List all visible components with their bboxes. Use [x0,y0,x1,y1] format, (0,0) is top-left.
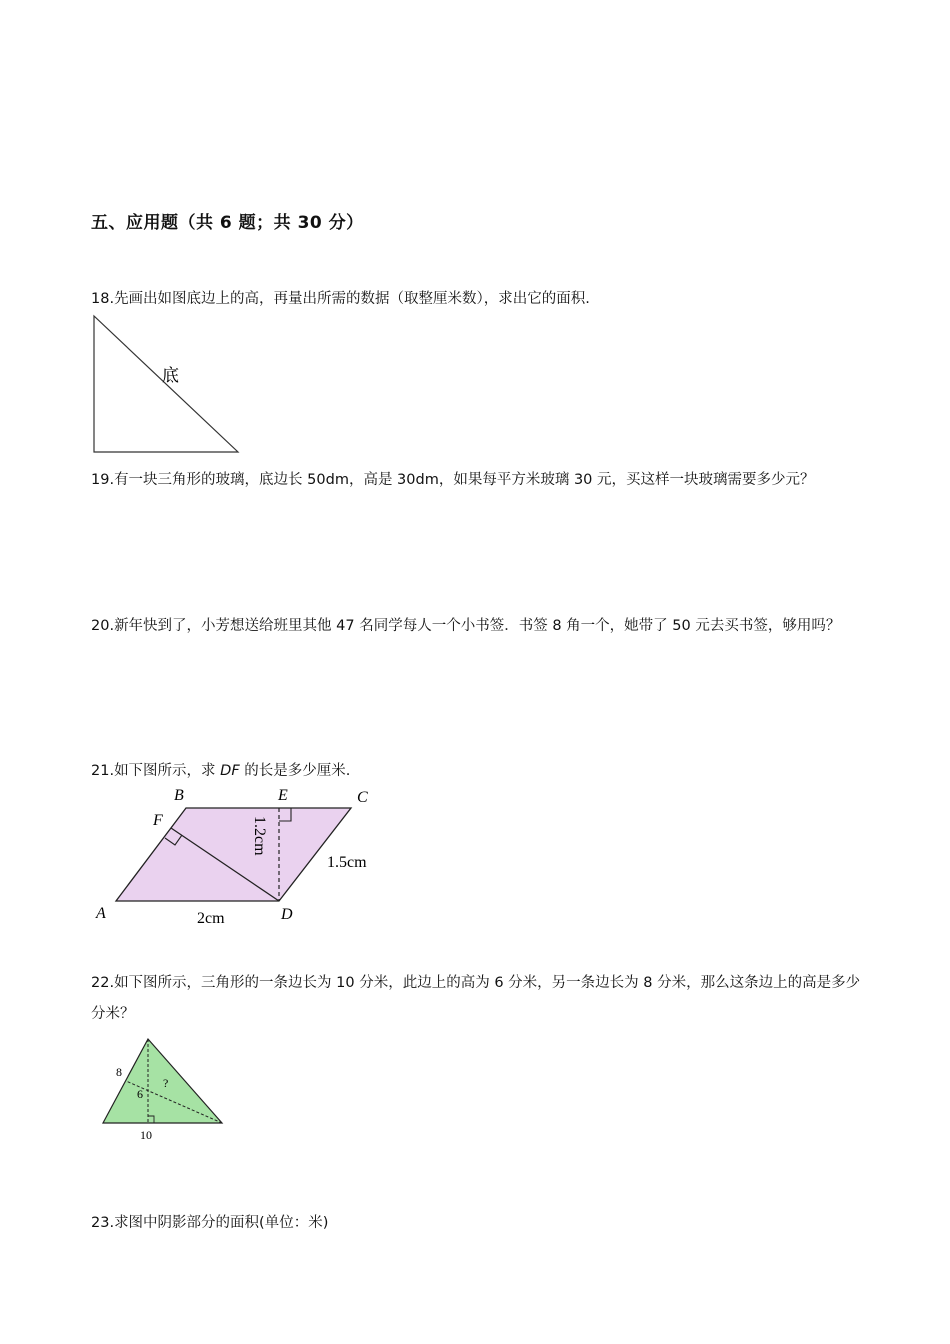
parallelogram-figure [91,784,375,932]
question-number: 18. [91,291,115,307]
point-b: B [174,787,184,804]
base-label: 2cm [197,910,225,927]
question-22 [91,968,861,1030]
question-text: 新年快到了，小芳想送给班里其他 47 名同学每人一个小书签．书签 8 角一个，她带了 50 元去买书签，够用吗？ [114,618,841,634]
question-21 [91,756,861,787]
question-text: 求图中阴影部分的面积(单位：米) [114,1215,329,1231]
question-number: 22. [91,975,115,991]
point-d: D [281,906,293,923]
question-18 [91,284,861,315]
question-text: 先画出如图底边上的高，再量出所需的数据（取整厘米数），求出它的面积. [114,291,590,307]
side-label: 1.5cm [327,854,367,871]
point-e: E [278,787,288,804]
base-10-label: 10 [140,1128,152,1142]
base-label: 底 [162,366,179,385]
question-19 [91,465,861,496]
height-6-label: 6 [137,1087,143,1101]
question-text: 有一块三角形的玻璃，底边长 50dm，高是 30dm，如果每平方米玻璃 30 元，买这样一块玻璃需要多少元？ [114,472,815,488]
question-number: 21. [91,763,115,779]
point-c: C [357,789,368,806]
point-a: A [96,905,106,922]
unknown-height-label: ? [163,1076,169,1090]
question-23 [91,1208,861,1239]
green-triangle-figure [96,1034,230,1146]
question-text: 如下图所示，三角形的一条边长为 10 分米，此边上的高为 6 分米，另一条边长为 8 分米，那么这条边上的高是多少分米？ [91,975,861,1022]
question-number: 19. [91,472,115,488]
segment-df: DF [220,763,240,779]
question-20 [91,611,861,642]
height-label: 1.2cm [251,816,268,856]
section-title: 五、应用题（共 6 题；共 30 分） [91,213,364,233]
point-f: F [153,812,163,829]
side-8-label: 8 [116,1065,122,1079]
question-number: 20. [91,618,115,634]
question-text-before: 如下图所示，求 [114,763,221,779]
right-triangle-figure [88,312,248,458]
question-number: 23. [91,1215,115,1231]
question-text-after: 的长是多少厘米. [239,763,351,779]
